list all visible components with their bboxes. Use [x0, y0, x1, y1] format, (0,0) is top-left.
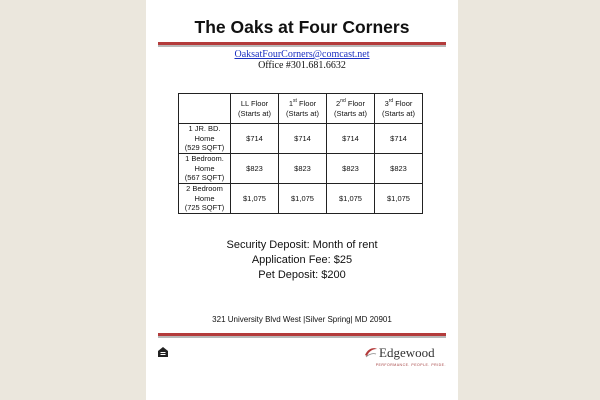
unit-sqft: (567 SQFT)	[184, 173, 225, 183]
header-empty-cell	[179, 94, 231, 124]
pet-deposit: Pet Deposit: $200	[258, 269, 346, 281]
header-floor-label: Floor	[296, 99, 317, 108]
header-floor-number: 2	[336, 99, 341, 108]
edgewood-swoosh-icon	[364, 346, 378, 358]
price-cell: $1,075	[327, 184, 375, 214]
table-row	[179, 184, 423, 214]
logo-name: Edgewood	[379, 345, 435, 360]
price-cell: $1,075	[375, 184, 423, 214]
unit-home: Home	[194, 133, 215, 143]
row-label-cell	[179, 124, 231, 154]
header-ordinal: st	[293, 98, 297, 104]
page-title: The Oaks at Four Corners	[194, 17, 410, 37]
edgewood-logo	[362, 343, 446, 373]
price-cell: $823	[375, 154, 423, 184]
header-starts-at: (Starts at)	[334, 108, 367, 118]
header-cell-1st-floor	[279, 94, 327, 124]
row-label-cell	[179, 154, 231, 184]
security-deposit: Security Deposit: Month of rent	[226, 239, 378, 251]
logo-tagline: PERFORMANCE. PEOPLE. PRIDE.	[375, 363, 446, 367]
table-row	[179, 154, 423, 184]
price-cell: $714	[375, 124, 423, 154]
header-starts-at: (Starts at)	[382, 108, 415, 118]
unit-type: 1 JR. BD.	[188, 124, 221, 134]
unit-type: 2 Bedroom	[186, 184, 223, 194]
email-link[interactable]: OaksatFourCorners@comcast.net	[234, 49, 370, 60]
office-phone: Office #301.681.6632	[258, 60, 346, 71]
unit-home: Home	[194, 193, 215, 203]
header-floor-label: Floor	[393, 99, 413, 108]
header-floor-number: 1	[288, 99, 294, 108]
price-cell: $714	[279, 124, 327, 154]
price-cell: $714	[327, 124, 375, 154]
header-starts-at: (Starts at)	[238, 108, 271, 118]
header-floor-label: Floor	[345, 99, 365, 108]
header-ordinal: nd	[340, 98, 346, 104]
unit-type: 1 Bedroom.	[185, 154, 224, 164]
header-cell-2nd-floor	[327, 94, 375, 124]
table-header-row	[179, 94, 423, 124]
row-label-cell	[179, 184, 231, 214]
unit-sqft: (725 SQFT)	[184, 203, 225, 213]
price-cell: $823	[327, 154, 375, 184]
price-cell: $823	[279, 154, 327, 184]
price-cell: $1,075	[231, 184, 279, 214]
header-starts-at: (Starts at)	[286, 108, 319, 118]
header-ordinal: rd	[388, 98, 394, 104]
rates-table	[178, 93, 423, 214]
header-cell-ll-floor	[231, 94, 279, 124]
footer-grey-rule	[158, 336, 446, 338]
price-cell: $823	[231, 154, 279, 184]
header-floor-label: LL Floor	[240, 99, 269, 108]
table-row	[179, 124, 423, 154]
unit-sqft: (529 SQFT)	[184, 143, 225, 153]
unit-home: Home	[194, 163, 215, 173]
application-fee: Application Fee: $25	[251, 254, 353, 266]
header-grey-rule	[158, 45, 446, 47]
price-cell: $714	[231, 124, 279, 154]
flyer-page	[146, 0, 458, 400]
equal-housing-icon	[158, 347, 168, 357]
address-line: 321 University Blvd West |Silver Spring| MD 20901	[212, 315, 392, 324]
price-cell: $1,075	[279, 184, 327, 214]
header-cell-3rd-floor	[375, 94, 423, 124]
header-floor-number: 3	[384, 99, 389, 108]
